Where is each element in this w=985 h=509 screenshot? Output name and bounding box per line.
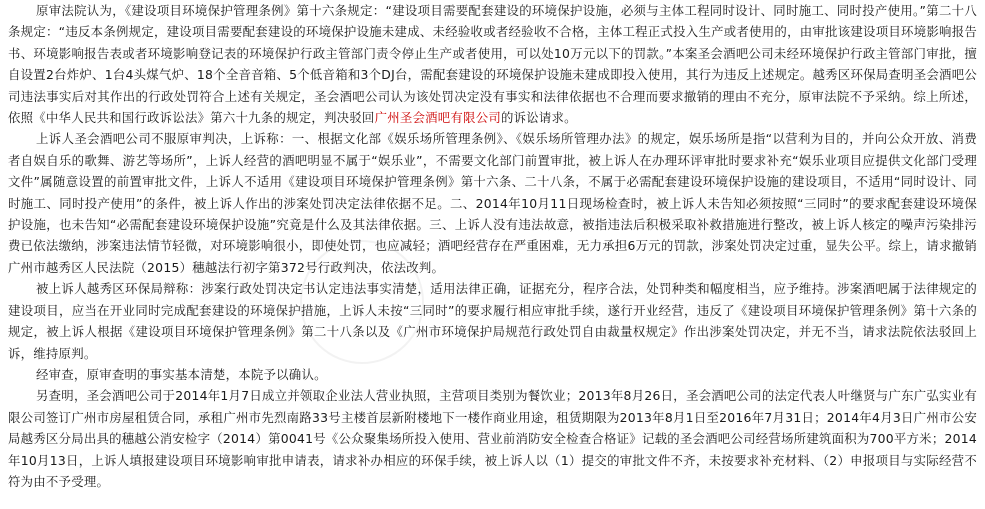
company-name-link[interactable]: 广州圣会酒吧有限公司 bbox=[374, 110, 501, 126]
paragraph-original-court-opinion bbox=[8, 0, 977, 128]
paragraph-suffix: 的诉讼请求。 bbox=[500, 110, 577, 126]
paragraph-court-review bbox=[8, 364, 977, 385]
paragraph-appellant-claims bbox=[8, 128, 977, 278]
paragraph-additional-findings bbox=[8, 385, 977, 492]
paragraph-text: 另查明，圣会酒吧公司于2014年1月7日成立并领取企业法人营业执照，主营项目类别为餐饮业；2013年8月26日，圣会酒吧公司的法定代表人叶继贤与广东广弘实业有限公司签订广州市房屋租赁合同，承租广州市先烈南路33号主楼首层新附楼地下一楼作商业用途，租赁期限为2013年8月1日至2016年7月31日；2014年4月3日广州市公安局越秀区分局出具的穗越公消安检字（2014）第0041号《公众聚集场所投入使用、营业前消防安全检查合格证》记载的圣会酒吧公司经营场所建筑面积为700平方米；2014年10月13日，上诉人填报建设项目环境影响审批申请表，请求补办相应的环保手续，被上诉人以（1）提交的审批文件不齐，未按要求补充材料、（2）申报项目与实际经营不符为由不予受理。 bbox=[8, 388, 977, 489]
paragraph-text: 经审查，原审查明的事实基本清楚，本院予以确认。 bbox=[36, 366, 327, 382]
document-body bbox=[8, 0, 977, 492]
paragraph-text: 上诉人圣会酒吧公司不服原审判决，上诉称：一、根据文化部《娱乐场所管理条例》、《娱乐场所管理办法》的规定，娱乐场所是指“以营利为目的，并向公众开放、消费者自娱自乐的歌舞、游艺等场所”，上诉人经营的酒吧明显不属于“娱乐业”，不需要文化部门前置审批，被上诉人在办理环评审批时要求补充“娱乐业项目应提供文化部门受理文件”属随意设置的前置审批文件，上诉人不适用《建设项目环境保护管理条例》第十六条、二十八条，不属于必需配套建设环境保护设施的建设项目，不适用“同时设计、同时施工、同时投产使用”的条件，被上诉人作出的涉案处罚决定法律依据不足。二、2014年10月11日现场检查时，被上诉人未告知必须按照“三同时”的要求配套建设环境保护设施，也未告知“必需配套建设环境保护设施”究竟是什么及其法律依据。三、上诉人没有违法故意，被指违法后积极采取补救措施进行整改，被上诉人核定的噪声污染排污费已依法缴纳，涉案违法情节轻微，对环境影响很小，即使处罚，也应减轻；酒吧经营存在严重困难，无力承担6万元的罚款，涉案处罚决定过重，显失公平。综上，请求撤销广州市越秀区人民法院（2015）穗越法行初字第372号行政判决，依法改判。 bbox=[8, 131, 977, 275]
paragraph-text: 原审法院认为，《建设项目环境保护管理条例》第十六条规定：“建设项目需要配套建设的环境保护设施，必须与主体工程同时设计、同时施工、同时投产使用。”第二十八条规定：“违反本条例规定，建设项目需要配套建设的环境保护设施未建成、未经验收或者经验收不合格，主体工程正式投入生产或者使用的，由审批该建设项目环境影响报告书、环境影响报告表或者环境影响登记表的环境保护行政主管部门责令停止生产或者使用，可以处10万元以下的罚款。”本案圣会酒吧公司未经环境保护行政主管部门审批，擅自设置2台炸炉、1台4头煤气炉、18个全音音箱、5个低音箱和3个DJ台，需配套建设的环境保护设施未建成即投入使用，其行为违反上述规定。越秀区环保局查明圣会酒吧公司违法事实后对其作出的行政处罚符合上述有关规定，圣会酒吧公司认为该处罚决定没有事实和法律依据也不合理而要求撤销的理由不充分，原审法院不予采纳。综上所述，依照《中华人民共和国行政诉讼法》第六十九条的规定，判决驳回 bbox=[8, 3, 977, 126]
paragraph-appellee-defense bbox=[8, 278, 977, 364]
paragraph-text: 被上诉人越秀区环保局辩称：涉案行政处罚决定书认定违法事实清楚，适用法律正确，证据充分，程序合法，处罚种类和幅度相当，应予维持。涉案酒吧属于法律规定的建设项目，应当在开业同时完成配套建设的环境保护措施，上诉人未按“三同时”的要求履行相应审批手续，遂行开业经营，违反了《建设项目环境保护管理条例》第十六条的规定，被上诉人根据《建设项目环境保护管理条例》第二十八条以及《广州市环境保护局规范行政处罚自由裁量权规定》作出涉案处罚决定，并无不当，请求法院依法驳回上诉，维持原判。 bbox=[8, 281, 977, 361]
